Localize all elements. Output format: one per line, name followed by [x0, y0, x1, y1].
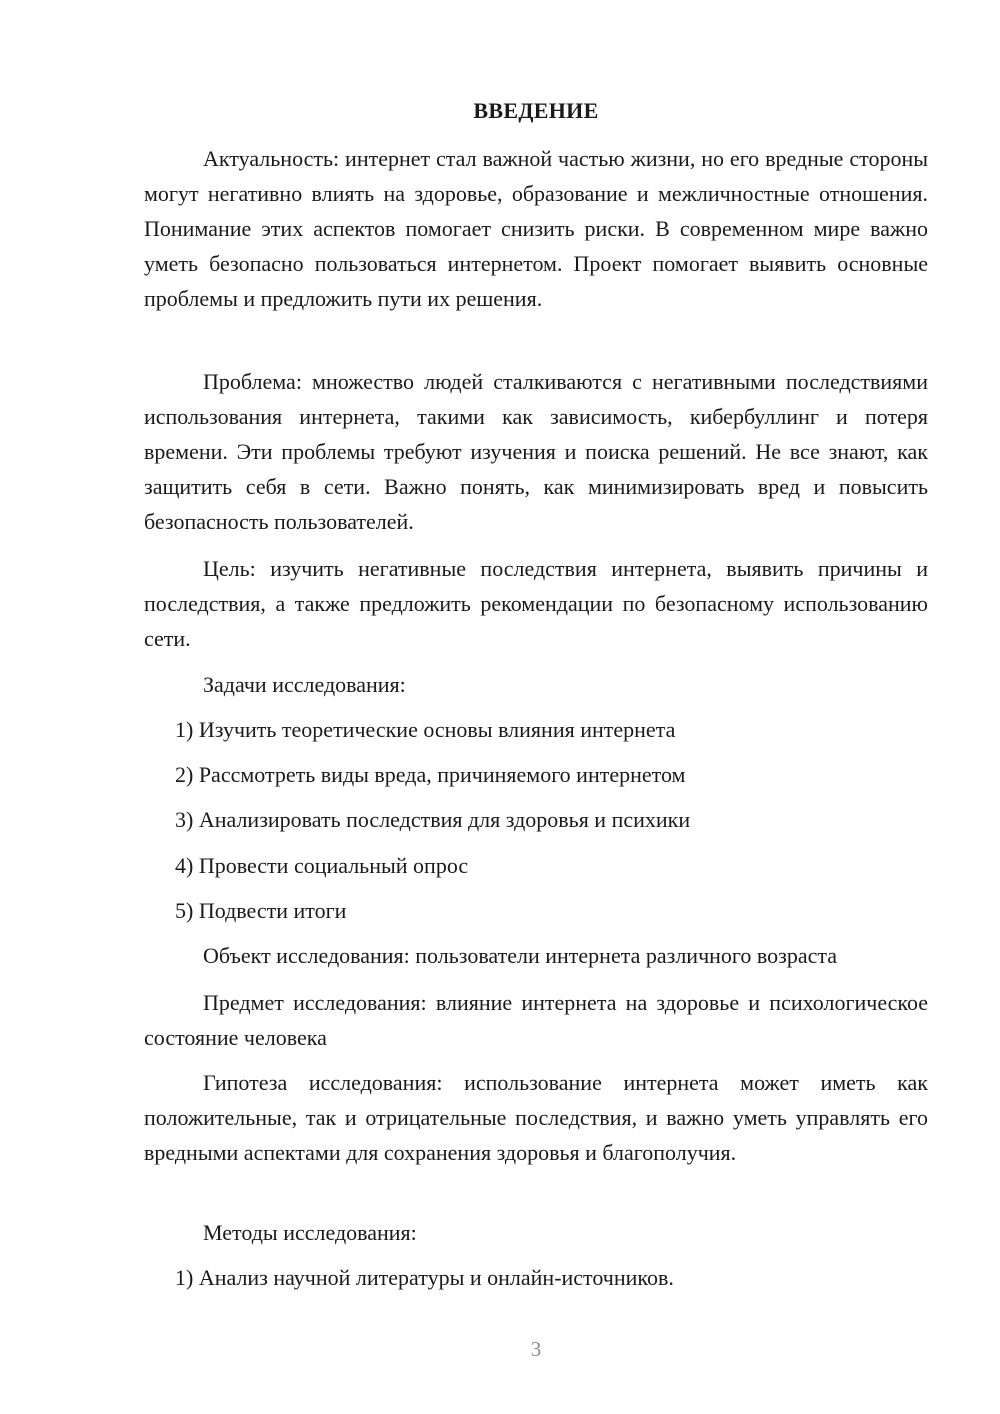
page-number: 3 — [530, 1337, 542, 1361]
problem-paragraph: Проблема: множество людей сталкиваются с негативными последствиями использования интернета, такими как зависимость, кибербуллинг и потеря времени. Эти проблемы требуют изучения и поиска решений. Не все знают, как защитить себя в сети. Важно понять, как минимизировать вред и повысить безопасность пользователей. — [144, 369, 928, 534]
relevance-paragraph: Актуальность: интернет стал важной частью жизни, но его вредные стороны могут негативно влиять на здоровье, образование и межличностные отношения. Понимание этих аспектов помогает снизить риски. В современном мире важно уметь безопасно пользоваться интернетом. Проект помогает выявить основные проблемы и предложить пути их решения. — [144, 146, 928, 311]
task-item: 1) Изучить теоретические основы влияния интернета — [175, 717, 676, 742]
subject-paragraph-block — [144, 985, 928, 1055]
task-item: 2) Рассмотреть виды вреда, причиняемого интернетом — [175, 762, 686, 787]
method-item: 1) Анализ научной литературы и онлайн-источников. — [175, 1265, 674, 1290]
hypothesis-paragraph-block — [144, 1065, 928, 1170]
task-item: 5) Подвести итоги — [175, 898, 347, 923]
goal-paragraph-block — [144, 551, 928, 656]
hypothesis-paragraph: Гипотеза исследования: использование интернета может иметь как положительные, так и отрицательные последствия, и важно уметь управлять его вредными аспектами для сохранения здоровья и благополучия. — [144, 1070, 928, 1165]
task-item: 4) Провести социальный опрос — [175, 853, 469, 878]
subject-paragraph: Предмет исследования: влияние интернета на здоровье и психологическое состояние человека — [144, 990, 928, 1050]
goal-paragraph: Цель: изучить негативные последствия интернета, выявить причины и последствия, а также предложить рекомендации по безопасному использованию сети. — [144, 556, 928, 651]
object-paragraph-block — [144, 938, 928, 973]
tasks-heading: Задачи исследования: — [203, 672, 406, 697]
problem-paragraph-block — [144, 364, 928, 539]
object-paragraph: Объект исследования: пользователи интернета различного возраста — [203, 943, 837, 968]
methods-heading: Методы исследования: — [203, 1220, 417, 1245]
section-heading: ВВЕДЕНИЕ — [473, 98, 599, 123]
relevance-paragraph-block — [144, 141, 928, 316]
tasks-heading-block — [144, 667, 928, 702]
methods-heading-block — [144, 1215, 928, 1250]
task-item: 3) Анализировать последствия для здоровья и психики — [175, 807, 691, 832]
